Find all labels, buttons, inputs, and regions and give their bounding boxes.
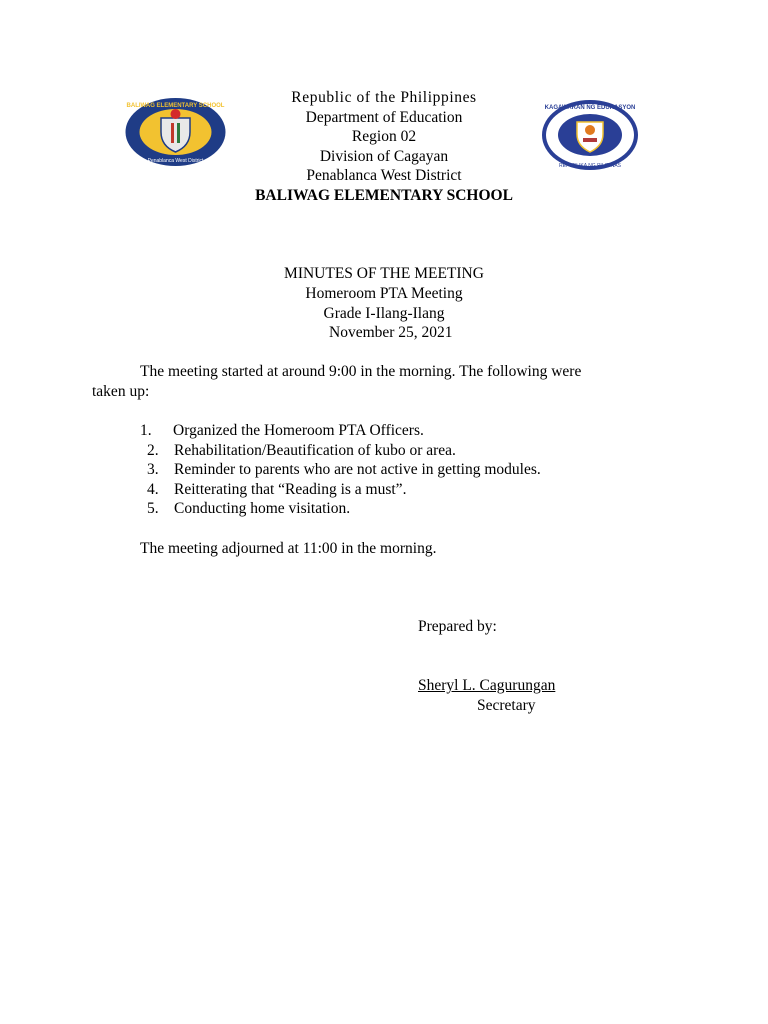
header-district: Penablanca West District xyxy=(306,167,462,184)
meeting-subtitle: Homeroom PTA Meeting xyxy=(305,285,463,302)
list-item-number: 1. xyxy=(140,422,152,439)
meeting-date: November 25, 2021 xyxy=(329,324,453,341)
signatory-position: Secretary xyxy=(477,697,536,714)
list-item-number: 4. xyxy=(147,481,159,498)
list-item-text: Reitterating that “Reading is a must”. xyxy=(174,481,407,498)
header-region: Region 02 xyxy=(351,128,417,145)
closing-paragraph: The meeting adjourned at 11:00 in the morning. xyxy=(140,540,437,557)
list-item-number: 3. xyxy=(147,461,159,478)
header-department: Department of Education xyxy=(305,109,463,126)
grade-section: Grade I-Ilang-Ilang xyxy=(323,305,445,322)
header-republic: Republic of the Philippines xyxy=(291,89,477,106)
svg-text:Penablanca West District: Penablanca West District xyxy=(147,158,204,164)
list-item-text: Rehabilitation/Beautification of kubo or area. xyxy=(174,442,456,459)
header-division: Division of Cagayan xyxy=(319,148,449,165)
intro-paragraph-line2: taken up: xyxy=(92,383,150,400)
signatory-name: Sheryl L. Cagurungan xyxy=(418,677,556,694)
list-item-number: 5. xyxy=(147,500,159,517)
school-name: BALIWAG ELEMENTARY SCHOOL xyxy=(255,187,513,204)
svg-text:KAGAWARAN NG EDUKASYON: KAGAWARAN NG EDUKASYON xyxy=(544,105,636,111)
list-item-text: Conducting home visitation. xyxy=(174,500,351,517)
intro-paragraph-line1: The meeting started at around 9:00 in the morning. The following were xyxy=(140,363,582,380)
svg-text:BALIWAG ELEMENTARY SCHOOL: BALIWAG ELEMENTARY SCHOOL xyxy=(126,103,225,109)
list-item-number: 2. xyxy=(147,442,159,459)
list-item-text: Organized the Homeroom PTA Officers. xyxy=(173,422,424,439)
prepared-by-label: Prepared by: xyxy=(418,618,497,635)
document-title: MINUTES OF THE MEETING xyxy=(284,265,484,282)
svg-text:REPUBLIKA NG PILIPINAS: REPUBLIKA NG PILIPINAS xyxy=(559,163,621,169)
list-item-text: Reminder to parents who are not active in getting modules. xyxy=(174,461,541,478)
